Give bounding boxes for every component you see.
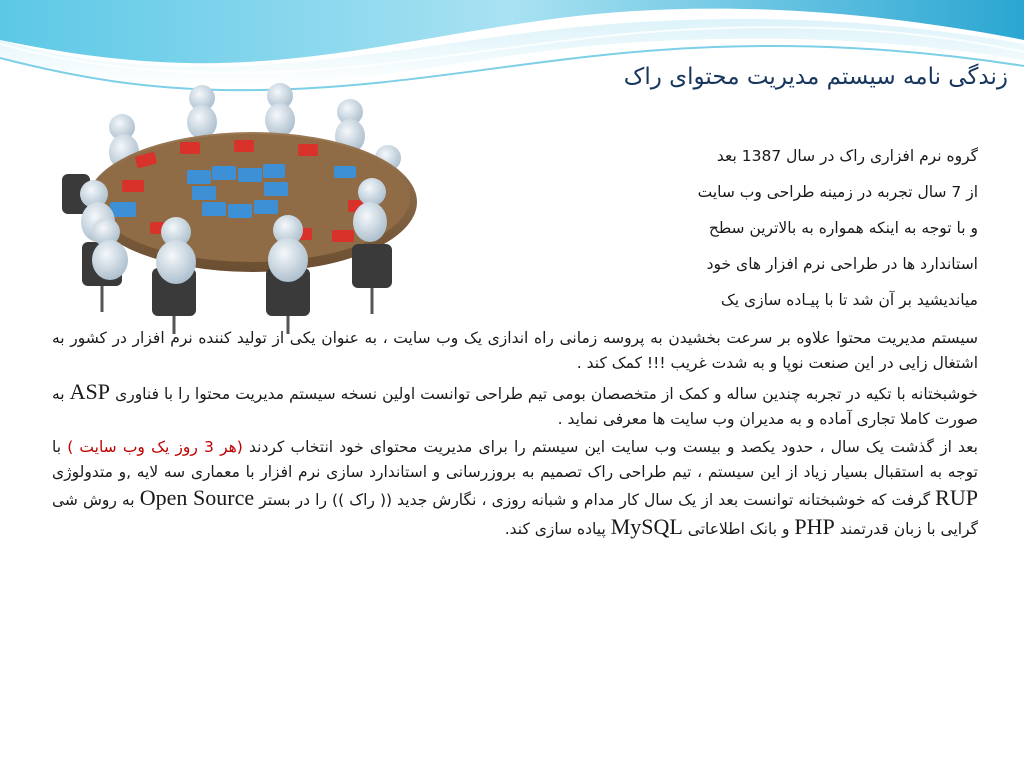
paragraph-3-text: و بانک اطلاعاتی [687, 519, 790, 538]
paragraph-3 [52, 435, 978, 543]
paragraph-1: سیستم مدیریت محتوا علاوه بر سرعت بخشیدن به پروسه زمانی راه اندازی یک وب سایت ، به عنوان یکی از تولید کننده نرم افزار در کشور به اشتغال زایی در این صنعت نوپا و به شدت غریب !!! کمک کند . [52, 329, 978, 373]
intro-line: میاندیشید بر آن شد تا با پیـاده سازی یک [720, 291, 978, 309]
open-source-term: Open Source [139, 485, 255, 511]
intro-lines [438, 138, 978, 318]
paragraph-3-text: پیاده سازی کند. [504, 519, 606, 538]
paragraph-3-text: گرفت که خوشبختانه توانست بعد از یک سال کار مدام و شبانه روزی ، نگارش جدید (( راک )) را در بستر [259, 491, 931, 510]
body-text [52, 326, 978, 544]
paragraph-3-text: بعد از گذشت یک سال ، حدود یکصد و بیست وب سایت این سیستم را برای مدیریت محتوای خود انتخاب کردند [249, 437, 978, 456]
rup-term: RUP [935, 485, 978, 511]
intro-line: گروه نرم افزاری راک در سال 1387 بعد [716, 147, 978, 165]
paragraph-2-text: خوشبختانه با تکیه در تجربه چندین ساله و کمک از متخصصان بومی تیم طراحی توانست اولین نسخه سیستم مدیریت محتوا را با فناوری [115, 384, 978, 403]
page-title: زندگی نامه سیستم مدیریت محتوای راک [623, 64, 1008, 90]
php-term: PHP [794, 513, 835, 539]
paragraph-2 [52, 379, 978, 433]
intro-line: از 7 سال تجربه در زمینه طراحی وب سایت [697, 183, 978, 201]
mysql-term: MySQL [610, 513, 683, 539]
asp-term: ASP [69, 378, 111, 404]
paragraph-3-text: با توجه به استقبال بسیار زیاد از این سیستم ، تیم طراحی راک تصمیم به بروزرسانی و استاندارد سازی نرم افزار با معماری سه لایه ,و متدولوژی [52, 437, 978, 482]
team-meeting-image [52, 82, 432, 340]
highlight-text: (هر 3 روز یک وب سایت ) [67, 437, 243, 456]
intro-line: و با توجه به اینکه همواره به بالاترین سطح [708, 219, 978, 237]
intro-line: استاندارد ها در طراحی نرم افزار های خود [706, 255, 978, 273]
paragraph-3-text: به روش شی گرایی با زبان قدرتمند [52, 491, 978, 538]
paragraph-2-text: به صورت کاملا تجاری آماده و به مدیران وب سایت ها معرفی نماید . [52, 384, 978, 429]
